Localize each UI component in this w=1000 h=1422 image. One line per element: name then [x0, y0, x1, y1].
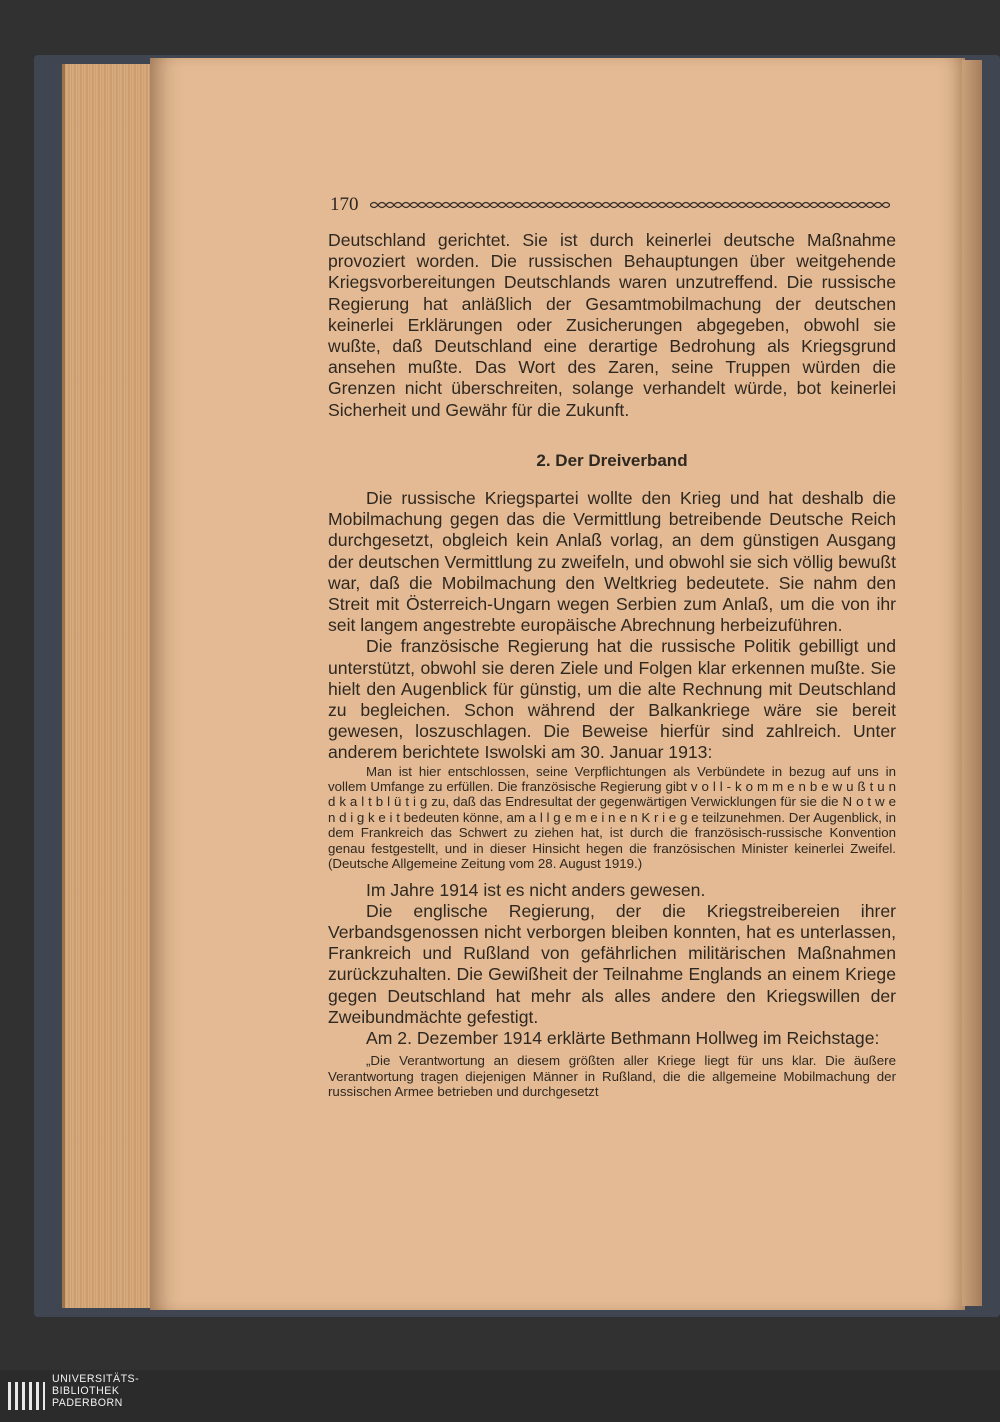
library-line-3: PADERBORN [52, 1397, 123, 1409]
library-line-2: BIBLIOTHEK [52, 1385, 120, 1397]
section-heading: 2. Der Dreiverband [536, 450, 688, 470]
page-number: 170 [330, 194, 359, 215]
library-logo-icon [6, 1378, 46, 1414]
library-footer [0, 1370, 1000, 1422]
paragraph-3: Die französische Regierung hat die russische Politik gebilligt und unterstützt, obwohl sie deren Ziele und Folgen klar erkennen mußte. Sie hielt den Augenblick für günstig, um die alte Rechnung mit Deutschland zu begleichen. Schon während der Balkankriege wäre sie bereit gewesen, loszuschlagen. Die Beweise hierfür sind zahlreich. Unter anderem berichtete Iswolski am 30. Januar 1913: [328, 636, 896, 763]
ornament-line [370, 199, 890, 211]
right-page-edge [962, 60, 982, 1306]
library-line-1: UNIVERSITÄTS- [52, 1373, 140, 1385]
quote-bethmann: „Die Verantwortung an diesem größten aller Kriege liegt für uns klar. Die äußere Verantwortung tragen diejenigen Männer in Rußland, die die allgemeine Mobilmachung der russischen Armee betrieben und durchgesetzt [328, 1053, 896, 1099]
quote-iswolski: Man ist hier entschlossen, seine Verpflichtungen als Verbündete in bezug auf uns in vollem Umfange zu erfüllen. Die französische Regierung gibt v o l l - k o m m e n b e w u ß t u n d k a l t b l ü t i g zu, daß das Endresultat der gegenwärtigen Verwicklungen für sie die N o t w e n d i g k e i t bedeuten könne, am a l l g e m e i n e n K r i e g e teilzunehmen. Der Augenblick, in dem Frankreich das Schwert zu ziehen hat, ist durch die französisch-russische Konvention genau festgestellt, und in dieser Hinsicht hegen die französischen Minister keinerlei Zweifel. (Deutsche Allgemeine Zeitung vom 28. August 1919.) [328, 763, 896, 872]
paragraph-2: Die russische Kriegspartei wollte den Krieg und hat deshalb die Mobilmachung gegen das die Vermittlung betreibende Deutsche Reich durchgesetzt, obgleich kein Anlaß vorlag, an dem günstigen Ausgang der deutschen Vermittlung zu zweifeln, und obwohl sie sich völlig bewußt war, daß die Mobilmachung den Weltkrieg bedeutete. Sie nahm den Streit mit Österreich-Ungarn wegen Serbien zum Anlaß, um die von ihr seit langem angestrebte europäische Abrechnung herbeizuführen. [328, 488, 896, 636]
library-name [52, 1373, 139, 1409]
page-header [330, 194, 890, 216]
page-body [328, 230, 896, 1099]
paragraph-6: Am 2. Dezember 1914 erklärte Bethmann Hollweg im Reichstage: [366, 1027, 880, 1048]
paragraph-5: Die englische Regierung, der die Kriegstreibereien ihrer Verbandsgenossen nicht verborgen bleiben konnten, hat es unterlassen, Frankreich und Rußland von gefährlichen militärischen Maßnahmen zurückzuhalten. Die Gewißheit der Teilnahme Englands an einem Kriege gegen Deutschland hat mehr als alles andere den Kriegswillen der Zweibundmächte gefestigt. [328, 900, 896, 1027]
paragraph-1: Deutschland gerichtet. Sie ist durch keinerlei deutsche Maßnahme provoziert worden. Die russischen Behauptungen über weitgehende Kriegsvorbereitungen Deutschlands waren unzutreffend. Die russische Regierung hat anläßlich der Gesamtmobilmachung der deutschen keinerlei Erklärungen oder Zusicherungen abgegeben, obwohl sie wußte, daß Deutschland eine derartige Bedrohung als Kriegsgrund ansehen mußte. Das Wort des Zaren, seine Truppen würden die Grenzen nicht überschreiten, solange verhandelt würde, bot keinerlei Sicherheit und Gewähr für die Zukunft. [328, 230, 896, 420]
paragraph-4: Im Jahre 1914 ist es nicht anders gewesen. [366, 879, 706, 900]
